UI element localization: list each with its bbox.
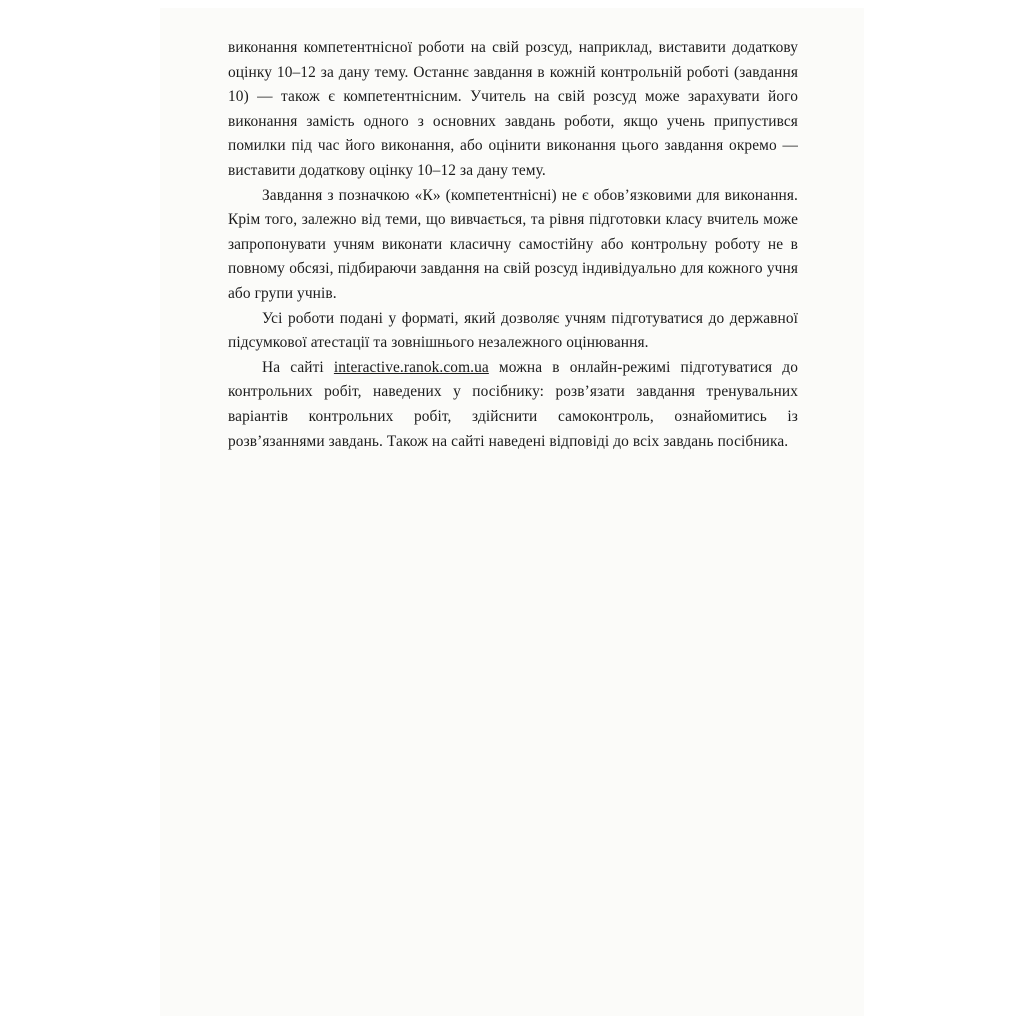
paragraph-4-prefix: На сайті [262,358,334,376]
paragraph-3: Усі роботи подані у форматі, який дозволяє учням підготуватися до державної підсумкової атестації та зовнішнього незалежного оцінювання. [228,309,798,352]
document-page [160,8,864,1016]
paragraph-4-suffix: можна в онлайн-режимі підготуватися до контрольних робіт, наведених у посібнику: розв’язати завдання тренувальних варіантів контрольних робіт, здійснити самоконтроль, ознайомитись із розв’язаннями завдань. Також на сайті наведені відповіді до всіх завдань посібника. [228,358,798,450]
paragraph-1: виконання компетентнісної роботи на свій розсуд, наприклад, виставити додаткову оцінку 10–12 за дану тему. Останнє завдання в кожній контрольній роботі (завдання 10) — також є компетентнісним. Учитель на свій розсуд може зарахувати його виконання замість одного з основних завдань роботи, якщо учень припустився помилки під час його виконання, або оцінити виконання цього завдання окремо — виставити додаткову оцінку 10–12 за дану тему. [228,39,798,179]
paragraph-2: Завдання з позначкою «К» (компетентнісні) не є обов’язковими для виконання. Крім того, залежно від теми, що вивчається, та рівня підготовки класу вчитель може запропонувати учням виконати класичну самостійну або контрольну роботу не в повному обсязі, підбираючи завдання на свій розсуд індивідуально для кожного учня або групи учнів. [228,186,798,302]
interactive-site-link[interactable]: interactive.ranok.com.ua [333,358,489,376]
text-column [228,36,798,454]
paragraph-4 [228,356,798,454]
